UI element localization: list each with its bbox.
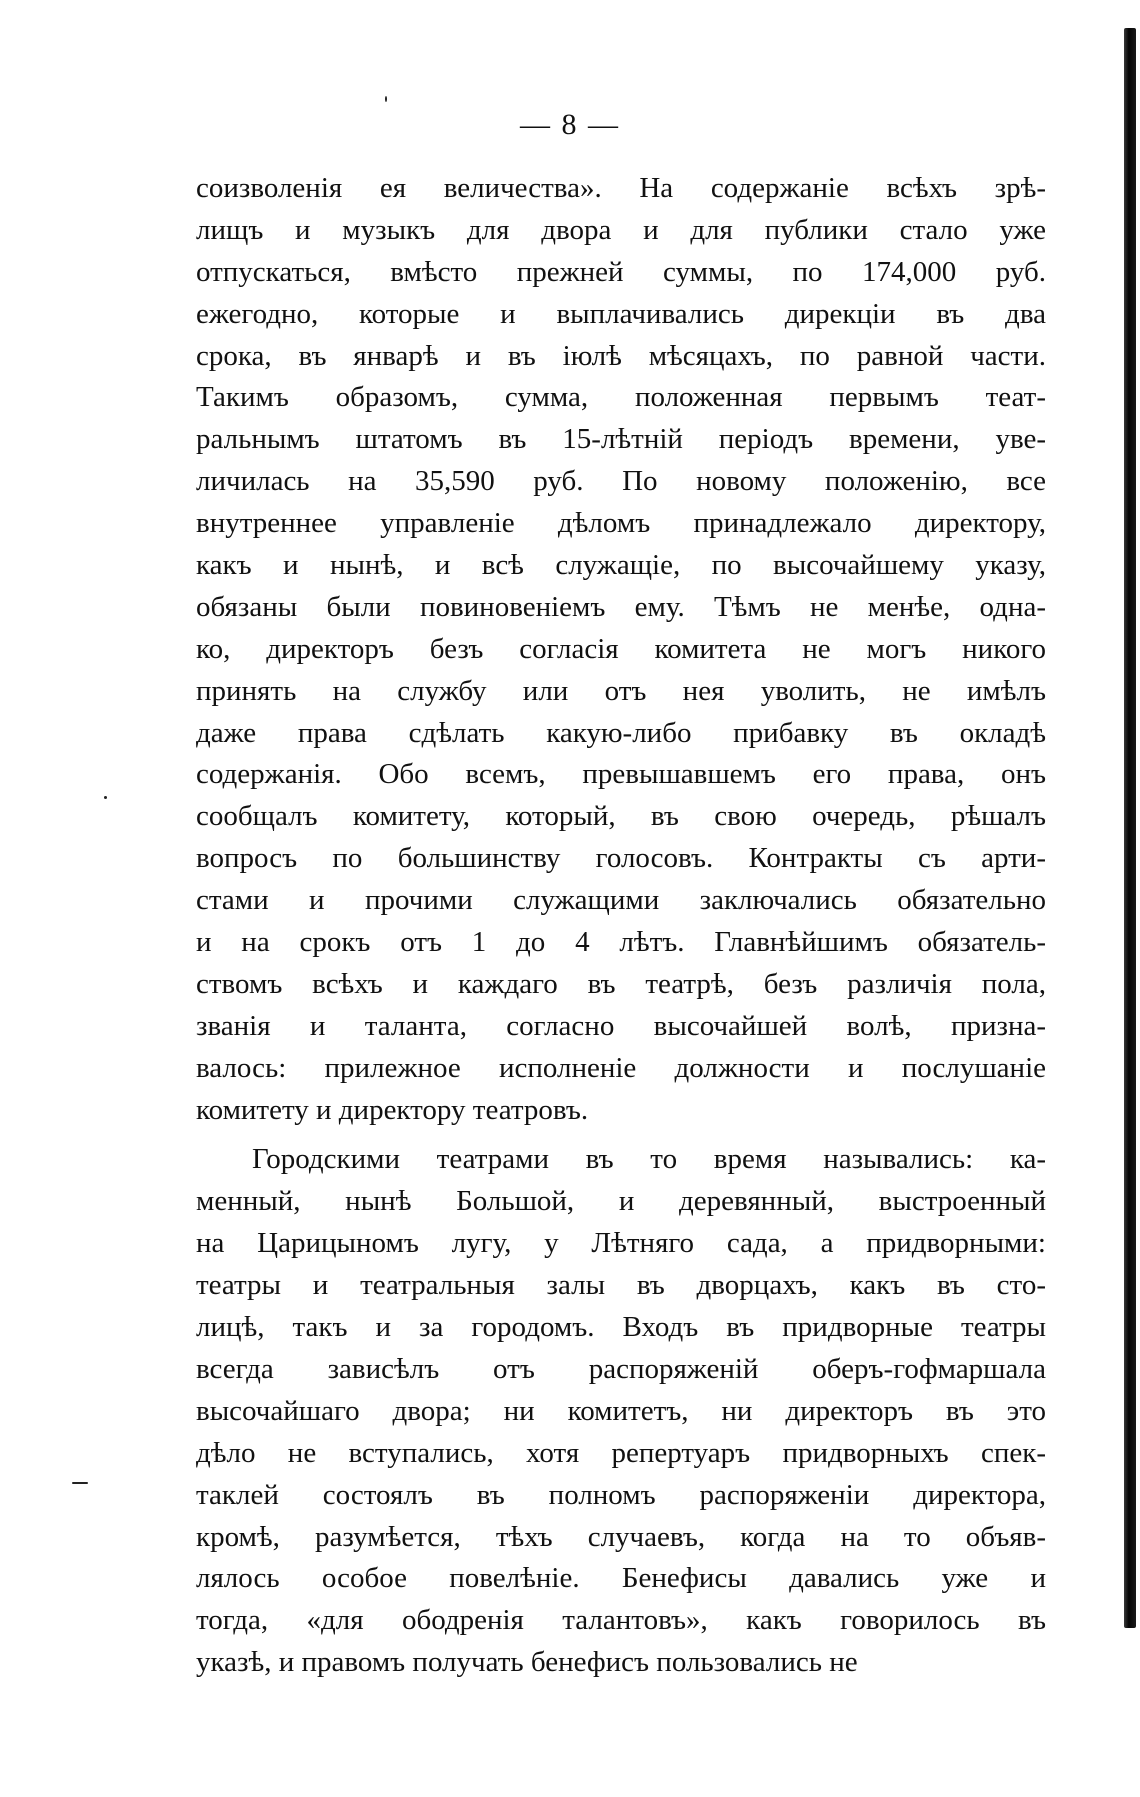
text-line: кромѣ, разумѣется, тѣхъ случаевъ, когда на то объяв- [196, 1520, 1046, 1553]
text-line: даже права сдѣлать какую-либо прибавку въ окладѣ [196, 716, 1046, 749]
body-text [196, 168, 1046, 1684]
text-line: комитету и директору театровъ. [196, 1093, 589, 1126]
text-line: соизволенія ея величества». На содержаніе всѣхъ зрѣ- [196, 172, 1046, 204]
text-line: ствомъ всѣхъ и каждаго въ театрѣ, безъ различія пола, [196, 967, 1046, 1000]
text-line: лищъ и музыкъ для двора и для публики стало уже [196, 213, 1046, 246]
text-line: театры и театральныя залы въ дворцахъ, какъ въ сто- [196, 1269, 1046, 1302]
text-line: дѣло не вступались, хотя репертуаръ придворныхъ спек- [196, 1436, 1046, 1469]
text-line: личилась на 35,590 руб. По новому положенію, все [196, 465, 1046, 498]
text-line: указѣ, и правомъ получать бенефисъ пользовались не [196, 1646, 858, 1679]
scan-speck [104, 796, 107, 799]
scan-speck [72, 1482, 88, 1484]
text-line: лицѣ, такъ и за городомъ. Входъ въ придворные театры [196, 1311, 1046, 1344]
text-line: ральнымъ штатомъ въ 15-лѣтній періодъ времени, уве- [196, 423, 1046, 456]
text-line: срока, въ январѣ и въ іюлѣ мѣсяцахъ, по равной части. [196, 339, 1046, 372]
text-line: ежегодно, которые и выплачивались дирекціи въ два [196, 297, 1046, 330]
text-line: таклей состоялъ въ полномъ распоряженіи директора, [196, 1478, 1046, 1511]
text-line: ко, директоръ безъ согласія комитета не могъ никого [196, 632, 1046, 665]
text-line: и на срокъ отъ 1 до 4 лѣтъ. Главнѣйшимъ обязатель- [196, 926, 1046, 959]
paragraph-2 [196, 1139, 1046, 1684]
text-line: внутреннее управленіе дѣломъ принадлежало директору, [196, 507, 1046, 540]
text-line: менный, нынѣ Большой, и деревянный, выстроенный [196, 1185, 1046, 1218]
text-line: стами и прочими служащими заключались обязательно [196, 884, 1046, 917]
text-line: высочайшаго двора; ни комитетъ, ни директоръ въ это [196, 1394, 1046, 1427]
text-line: сообщалъ комитету, который, въ свою очередь, рѣшалъ [196, 800, 1046, 833]
text-line: валось: прилежное исполненіе должности и послушаніе [196, 1051, 1046, 1084]
text-line: принять на службу или отъ нея уволить, не имѣлъ [196, 674, 1046, 707]
text-line: вопросъ по большинству голосовъ. Контракты съ арти- [196, 842, 1046, 875]
text-line: всегда зависѣлъ отъ распоряженій оберъ-гофмаршала [196, 1352, 1046, 1385]
page-number: — 8 — [520, 108, 620, 141]
text-line: обязаны были повиновеніемъ ему. Тѣмъ не менѣе, однa- [196, 590, 1046, 623]
text-line: отпускаться, вмѣсто прежней суммы, по 174,000 руб. [196, 255, 1046, 288]
text-line: лялось особое повелѣніе. Бенефисы давались уже и [196, 1562, 1046, 1595]
scan-speck [385, 96, 387, 102]
text-line: Городскими театрами въ то время назывались: ка- [252, 1143, 1046, 1176]
text-line: званія и таланта, согласно высочайшей волѣ, призна- [196, 1009, 1046, 1042]
text-line: содержанія. Обо всемъ, превышавшемъ его права, онъ [196, 758, 1046, 791]
text-line: какъ и нынѣ, и всѣ служащіе, по высочайшему указу, [196, 549, 1046, 582]
paragraph-1 [196, 168, 1046, 1131]
text-line: тогда, «для ободренія талантовъ», какъ говорилось въ [196, 1604, 1046, 1637]
text-line: Такимъ образомъ, сумма, положенная первымъ теат- [196, 381, 1046, 414]
page-binding-edge [1124, 28, 1136, 1628]
text-line: на Царицыномъ лугу, у Лѣтняго сада, а придворными: [196, 1227, 1046, 1260]
